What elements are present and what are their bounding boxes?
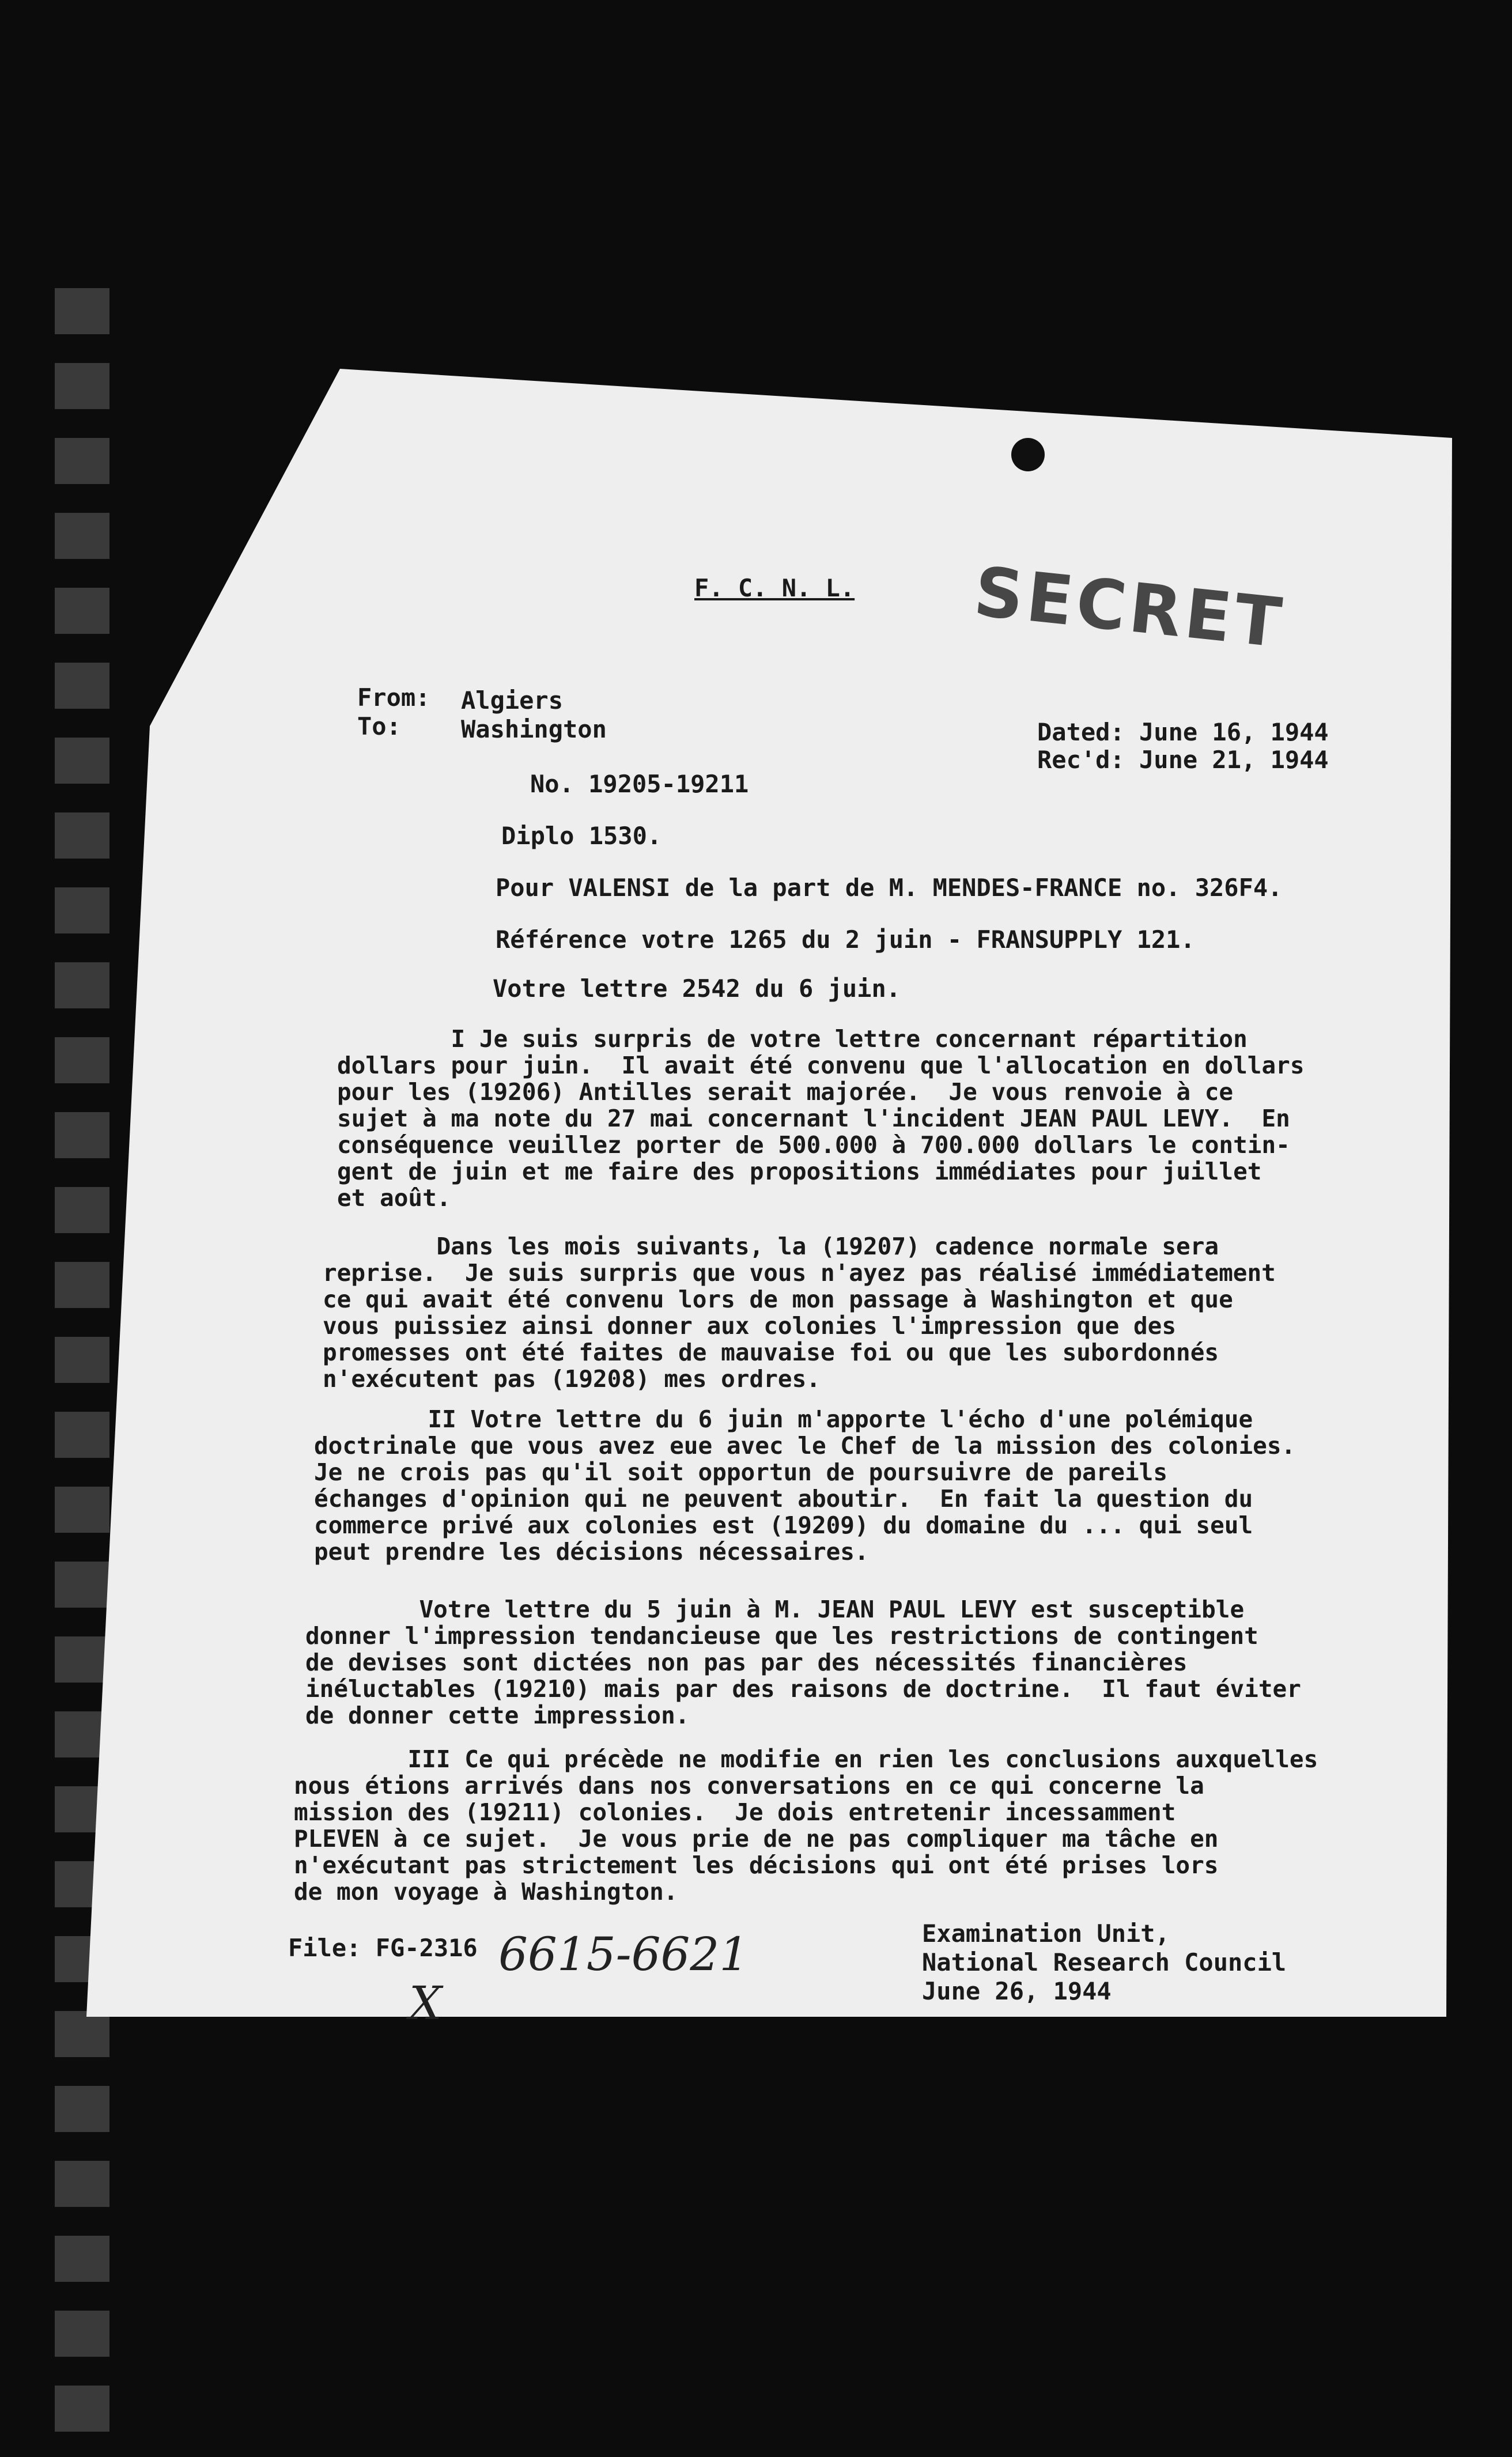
- handwritten-number: 6615-6621: [498, 1927, 749, 1981]
- text-line: gent de juin et me faire des propositions immédiates pour juillet: [337, 1158, 1262, 1185]
- film-perforation: [55, 2086, 109, 2132]
- text-line: PLEVEN à ce sujet. Je vous prie de ne pas compliquer ma tâche en: [294, 1825, 1219, 1853]
- film-perforation: [55, 1562, 109, 1608]
- film-perforation: [55, 438, 109, 484]
- text-line: n'exécutent pas (19208) mes ordres.: [323, 1365, 821, 1393]
- text-line: mission des (19211) colonies. Je dois entretenir incessamment: [294, 1798, 1176, 1826]
- text-line: Votre lettre du 5 juin à M. JEAN PAUL LEVY est susceptible: [305, 1596, 1245, 1623]
- film-perforation: [55, 962, 109, 1008]
- film-perforation: [55, 1487, 109, 1533]
- text-line: ce qui avait été convenu lors de mon passage à Washington et que: [323, 1286, 1233, 1313]
- film-perforation: [55, 513, 109, 559]
- handwritten-mark: X: [409, 1976, 442, 2030]
- text-line: I Je suis surpris de votre lettre concernant répartition: [337, 1025, 1248, 1053]
- punch-hole: [1011, 438, 1045, 471]
- secret-stamp: SECRET: [970, 551, 1288, 663]
- text-line: donner l'impression tendancieuse que les restrictions de contingent: [305, 1622, 1258, 1650]
- text-line: conséquence veuillez porter de 500.000 à 700.000 dollars le contin-: [337, 1131, 1290, 1159]
- paragraph-3: [314, 1406, 1295, 1565]
- pour-line: Pour VALENSI de la part de M. MENDES-FRANCE no. 326F4.: [496, 874, 1283, 902]
- text-line: dollars pour juin. Il avait été convenu que l'allocation en dollars: [337, 1052, 1305, 1079]
- message-number: No. 19205-19211: [530, 770, 749, 798]
- film-perforation: [55, 887, 109, 933]
- text-line: nous étions arrivés dans nos conversations en ce qui concerne la: [294, 1772, 1204, 1800]
- paragraph-4: [305, 1596, 1301, 1729]
- text-line: n'exécutant pas strictement les décisions qui ont été prises lors: [294, 1851, 1219, 1879]
- text-line: pour les (19206) Antilles serait majorée. Je vous renvoie à ce: [337, 1078, 1234, 1106]
- film-perforation: [55, 2386, 109, 2432]
- paragraph-2: [323, 1233, 1276, 1392]
- text-line: de mon voyage à Washington.: [294, 1878, 678, 1906]
- paragraph-1: [337, 1026, 1305, 1211]
- text-line: peut prendre les décisions nécessaires.: [314, 1538, 869, 1566]
- film-perforation: [55, 1337, 109, 1383]
- text-line: commerce privé aux colonies est (19209) du domaine du ... qui seul: [314, 1511, 1253, 1539]
- film-perforation: [55, 812, 109, 859]
- film-perforation: [55, 2161, 109, 2207]
- text-line: Dans les mois suivants, la (19207) cadence normale sera: [323, 1233, 1219, 1260]
- to-label: To:: [357, 712, 401, 740]
- text-line: sujet à ma note du 27 mai concernant l'incident JEAN PAUL LEVY. En: [337, 1105, 1290, 1132]
- text-line: de devises sont dictées non pas par des nécessités financières: [305, 1649, 1188, 1676]
- film-perforation: [55, 1037, 109, 1083]
- text-line: doctrinale que vous avez eue avec le Chef de la mission des colonies.: [314, 1432, 1296, 1460]
- text-line: Je ne crois pas qu'il soit opportun de poursuivre de pareils: [314, 1458, 1168, 1486]
- from-label: From:: [357, 683, 430, 712]
- text-line: de donner cette impression.: [305, 1702, 690, 1729]
- unit-date: June 26, 1944: [922, 1977, 1112, 2005]
- film-perforation: [55, 588, 109, 634]
- film-perforation: [55, 2011, 109, 2057]
- unit-line-1: Examination Unit,: [922, 1919, 1170, 1948]
- diplo-number: Diplo 1530.: [501, 822, 662, 850]
- dated-line: Dated: June 16, 1944: [1037, 718, 1329, 746]
- paragraph-5: [294, 1746, 1318, 1905]
- received-line: Rec'd: June 21, 1944: [1037, 746, 1329, 774]
- film-perforation: [55, 1187, 109, 1233]
- film-perforation: [55, 363, 109, 409]
- text-line: inéluctables (19210) mais par des raisons de doctrine. Il faut éviter: [305, 1675, 1301, 1703]
- film-perforation: [55, 1262, 109, 1308]
- text-line: II Votre lettre du 6 juin m'apporte l'écho d'une polémique: [314, 1405, 1253, 1433]
- text-line: et août.: [337, 1184, 451, 1212]
- text-line: promesses ont été faites de mauvaise foi ou que les subordonnés: [323, 1339, 1219, 1366]
- reference-line: Référence votre 1265 du 2 juin - FRANSUPPLY 121.: [496, 925, 1195, 954]
- film-perforation: [55, 738, 109, 784]
- to-value: Washington: [461, 715, 607, 743]
- film-perforation: [55, 1636, 109, 1683]
- text-line: échanges d'opinion qui ne peuvent aboutir. En fait la question du: [314, 1485, 1253, 1513]
- lettre-line: Votre lettre 2542 du 6 juin.: [493, 974, 901, 1003]
- from-value: Algiers: [461, 686, 564, 715]
- film-perforation: [55, 288, 109, 334]
- unit-line-2: National Research Council: [922, 1948, 1287, 1976]
- film-perforation: [55, 663, 109, 709]
- text-line: reprise. Je suis surpris que vous n'ayez pas réalisé immédiatement: [323, 1259, 1276, 1287]
- film-perforation: [55, 1412, 109, 1458]
- text-line: vous puissiez ainsi donner aux colonies l'impression que des: [323, 1312, 1177, 1340]
- film-perforation: [55, 2311, 109, 2357]
- text-line: III Ce qui précède ne modifie en rien les conclusions auxquelles: [294, 1745, 1318, 1773]
- org-header: F. C. N. L.: [694, 574, 855, 602]
- file-reference: File: FG-2316: [288, 1934, 478, 1962]
- film-perforation: [55, 2236, 109, 2282]
- film-perforation: [55, 1112, 109, 1158]
